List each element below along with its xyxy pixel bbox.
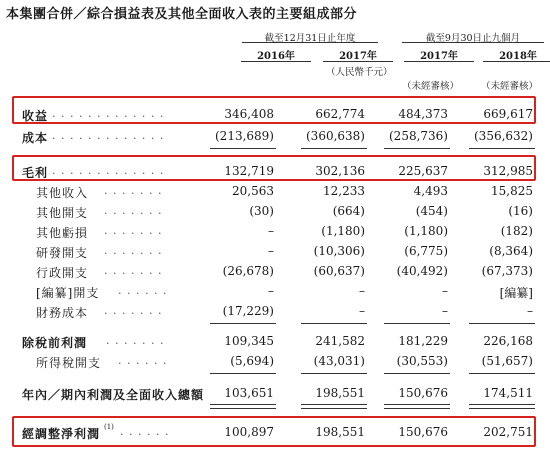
cell-value: 241,582 bbox=[315, 334, 365, 348]
cell-value: – bbox=[268, 224, 274, 238]
cell-value: 103,651 bbox=[224, 386, 274, 400]
cell-value: (30) bbox=[249, 204, 274, 218]
subtotal-rule bbox=[469, 148, 535, 149]
table-row bbox=[0, 382, 550, 404]
row-label: [編纂]開支 bbox=[36, 286, 100, 300]
cell-value: – bbox=[268, 284, 274, 298]
total-double-rule bbox=[301, 404, 367, 409]
cell-value: (26,678) bbox=[222, 264, 274, 278]
leader-dots: . . . . . . . bbox=[104, 204, 163, 217]
subtotal-rule bbox=[301, 373, 367, 374]
leader-dots: . . . . . . . . . . . . . bbox=[52, 107, 165, 120]
currency-note: （人民幣千元） bbox=[326, 67, 393, 78]
cell-value: (356,632) bbox=[474, 129, 533, 143]
cell-value: – bbox=[442, 284, 448, 298]
cell-value: – bbox=[442, 304, 448, 318]
group-underline bbox=[402, 42, 544, 43]
subtotal-rule bbox=[469, 373, 535, 374]
total-double-rule bbox=[210, 404, 276, 409]
row-label: 其他虧損 bbox=[36, 226, 89, 240]
subtotal-rule bbox=[469, 323, 535, 324]
cell-value: (40,492) bbox=[396, 264, 448, 278]
cell-value: 15,825 bbox=[491, 184, 533, 198]
table-row bbox=[0, 180, 550, 202]
cell-value: 198,551 bbox=[315, 386, 365, 400]
cell-value: (360,638) bbox=[306, 129, 365, 143]
unaudited-note: （未經審核） bbox=[481, 81, 539, 92]
cell-value: 174,511 bbox=[483, 386, 533, 400]
cell-value: [編纂] bbox=[499, 286, 533, 300]
table-row bbox=[0, 160, 550, 182]
group-underline bbox=[242, 42, 378, 43]
leader-dots: . . . . . . bbox=[118, 284, 168, 297]
cell-value: (43,031) bbox=[313, 354, 365, 368]
subtotal-rule bbox=[384, 373, 450, 374]
year-header: 2018年 bbox=[499, 51, 537, 62]
cell-value: (30,553) bbox=[396, 354, 448, 368]
row-label: 除稅前利潤 bbox=[22, 336, 88, 350]
cell-value: 202,751 bbox=[483, 425, 533, 439]
total-double-rule bbox=[469, 404, 535, 409]
cell-value: (51,657) bbox=[481, 354, 533, 368]
subtotal-rule bbox=[210, 323, 276, 324]
cell-value: (213,689) bbox=[215, 129, 274, 143]
cell-value: (454) bbox=[415, 204, 448, 218]
cell-value: (1,180) bbox=[404, 224, 448, 238]
row-label: 財務成本 bbox=[36, 306, 89, 320]
cell-value: 132,719 bbox=[224, 164, 274, 178]
leader-dots: . . . . . . . bbox=[104, 224, 163, 237]
cell-value: – bbox=[527, 304, 533, 318]
total-double-rule bbox=[384, 404, 450, 409]
row-label: 年內／期內利潤及全面收入總額 bbox=[22, 388, 205, 402]
cell-value: 669,617 bbox=[483, 107, 533, 121]
cell-value: (664) bbox=[332, 204, 365, 218]
cell-value: (17,229) bbox=[222, 304, 274, 318]
cell-value: – bbox=[268, 244, 274, 258]
group-header-year-end: 截至12月31日止年度 bbox=[264, 33, 356, 44]
row-label: 研發開支 bbox=[36, 246, 89, 260]
table-row bbox=[0, 300, 550, 322]
cell-value: (67,373) bbox=[481, 264, 533, 278]
cell-value: – bbox=[359, 284, 365, 298]
table-row bbox=[0, 240, 550, 262]
cell-value: 302,136 bbox=[315, 164, 365, 178]
row-label: 成本 bbox=[22, 131, 49, 145]
cell-value: 100,897 bbox=[224, 425, 274, 439]
leader-dots: . . . . . . . . . . . . . bbox=[52, 129, 165, 142]
cell-value: 109,345 bbox=[224, 334, 274, 348]
row-label: 所得稅開支 bbox=[36, 356, 102, 370]
subtotal-rule bbox=[301, 323, 367, 324]
cell-value: 20,563 bbox=[232, 184, 274, 198]
cell-value: (182) bbox=[500, 224, 533, 238]
year-underline bbox=[483, 61, 550, 62]
group-header-nine-months: 截至9月30日止九個月 bbox=[425, 33, 521, 44]
leader-dots: . . . . . . . bbox=[104, 184, 163, 197]
row-label: 經調整淨利潤 bbox=[22, 427, 101, 441]
row-label: 其他收入 bbox=[36, 186, 89, 200]
leader-dots: . . . . . . . bbox=[106, 334, 165, 347]
cell-value: 12,233 bbox=[323, 184, 365, 198]
cell-value: 662,774 bbox=[315, 107, 365, 121]
unaudited-note: （未經審核） bbox=[402, 81, 460, 92]
row-label: 行政開支 bbox=[36, 266, 89, 280]
year-underline bbox=[404, 61, 474, 62]
table-row bbox=[0, 125, 550, 147]
subtotal-rule bbox=[384, 148, 450, 149]
leader-dots: . . . . . . bbox=[120, 425, 170, 438]
cell-value: (258,736) bbox=[389, 129, 448, 143]
table-row bbox=[0, 260, 550, 282]
year-header: 2017年 bbox=[339, 51, 377, 62]
subtotal-rule bbox=[210, 373, 276, 374]
leader-dots: . . . . . . bbox=[118, 354, 168, 367]
leader-dots: . . . . . . . bbox=[104, 304, 163, 317]
year-underline bbox=[323, 61, 393, 62]
cell-value: 4,493 bbox=[413, 184, 448, 198]
cell-value: 150,676 bbox=[398, 425, 448, 439]
cell-value: 150,676 bbox=[398, 386, 448, 400]
cell-value: 198,551 bbox=[315, 425, 365, 439]
cell-value: 181,229 bbox=[398, 334, 448, 348]
cell-value: (10,306) bbox=[313, 244, 365, 258]
row-label: 其他開支 bbox=[36, 206, 89, 220]
subtotal-rule bbox=[384, 323, 450, 324]
footnote-marker: (1) bbox=[104, 423, 114, 431]
year-header: 2016年 bbox=[257, 51, 295, 62]
row-label: 毛利 bbox=[22, 166, 49, 180]
cell-value: (6,775) bbox=[404, 244, 448, 258]
cell-value: 484,373 bbox=[398, 107, 448, 121]
cell-value: 346,408 bbox=[224, 107, 274, 121]
cell-value: (8,364) bbox=[489, 244, 533, 258]
subtotal-rule bbox=[301, 148, 367, 149]
cell-value: – bbox=[359, 304, 365, 318]
table-row bbox=[0, 350, 550, 372]
cell-value: 225,637 bbox=[398, 164, 448, 178]
row-label: 收益 bbox=[22, 109, 49, 123]
page-title: 本集團合併／綜合損益表及其他全面收入表的主要組成部分 bbox=[6, 7, 358, 22]
table-row bbox=[0, 280, 550, 302]
table-row bbox=[0, 421, 550, 443]
cell-value: 226,168 bbox=[483, 334, 533, 348]
table-row bbox=[0, 330, 550, 352]
table-row bbox=[0, 103, 550, 125]
leader-dots: . . . . . . . bbox=[104, 264, 163, 277]
year-header: 2017年 bbox=[420, 51, 458, 62]
cell-value: (1,180) bbox=[321, 224, 365, 238]
cell-value: (5,694) bbox=[230, 354, 274, 368]
year-underline bbox=[241, 61, 311, 62]
cell-value: (60,637) bbox=[313, 264, 365, 278]
cell-value: (16) bbox=[508, 204, 533, 218]
table-row bbox=[0, 220, 550, 242]
leader-dots: . . . . . . . . . . . . . bbox=[52, 164, 165, 177]
subtotal-rule bbox=[210, 148, 276, 149]
table-row bbox=[0, 200, 550, 222]
leader-dots: . . . . . . . bbox=[104, 244, 163, 257]
cell-value: 312,985 bbox=[483, 164, 533, 178]
